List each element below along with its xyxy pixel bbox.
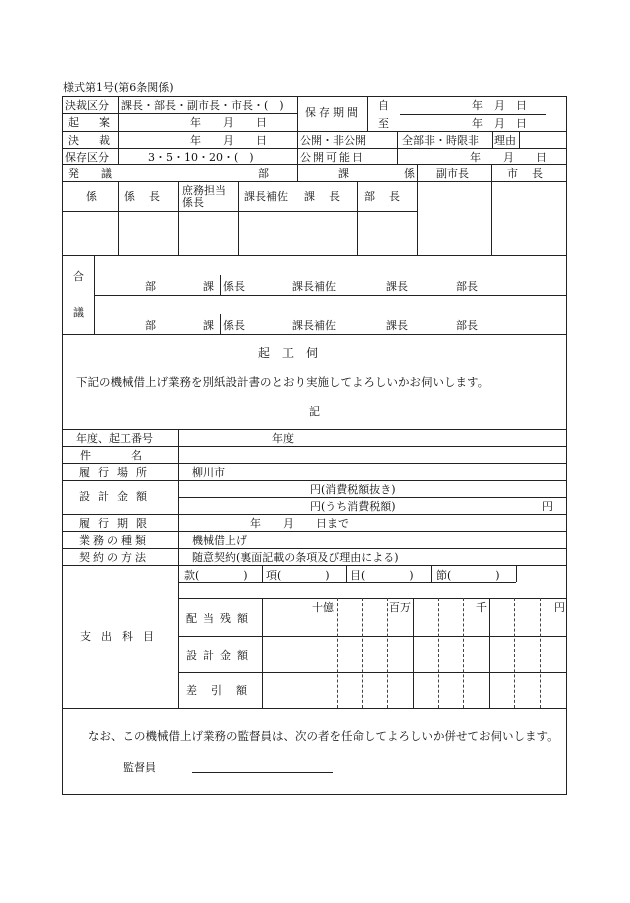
fiscal-year-label: 年度、起工番号 <box>76 432 153 445</box>
retention-from-label: 自 <box>378 99 389 112</box>
consult-row2-bucho: 部長 <box>456 319 478 332</box>
supervisor-signature-line[interactable] <box>192 772 333 773</box>
unit-sen: 千 <box>476 601 487 614</box>
consult-row1-hosa: 課長補佐 <box>292 280 336 293</box>
work-type-value: 機械借上げ <box>192 534 247 547</box>
mayor-label: 市長 <box>507 167 557 180</box>
vice-mayor-label: 副市長 <box>436 167 469 180</box>
reason-label: 理由 <box>494 134 516 147</box>
consult-row2-ka: 課 <box>203 319 214 332</box>
consult-label-top: 合 <box>73 270 84 283</box>
consult-row2-bu: 部 <box>145 319 156 332</box>
approver-bucho: 部長 <box>364 190 414 203</box>
moku-field: 目( ) <box>350 569 414 582</box>
retention-to-label: 至 <box>378 117 389 130</box>
form-title: 様式第1号(第6条関係) <box>63 81 174 94</box>
amount-excl-tax: 円(消費税額抜き) <box>310 483 396 496</box>
allocation-balance-label: 配当残額 <box>186 612 254 625</box>
unit-jyuoku: 十億 <box>312 601 334 614</box>
disclosure-label: 公開・非公開 <box>300 134 366 147</box>
amount-yen: 円 <box>542 500 553 513</box>
initiator-label: 発 議 <box>68 167 112 180</box>
expenditure-label: 支出科目 <box>80 630 164 643</box>
supervisor-text: なお、この機械借上げ業務の監督員は、次の者を任命してよろしいか併せてお伺いします。 <box>88 729 559 743</box>
disclosure-date-value: 年 月 日 <box>470 151 547 164</box>
unit-yen: 円 <box>554 601 565 614</box>
ki-label: 記 <box>309 405 320 418</box>
design-amount-label: 設計金額 <box>79 490 155 503</box>
consult-row1-bu: 部 <box>145 280 156 293</box>
storage-category-label: 保存区分 <box>65 151 109 164</box>
request-body: 下記の機械借上げ業務を別紙設計書のとおり実施してよろしいかお伺いします。 <box>76 375 490 389</box>
decision-label: 決裁 <box>68 134 130 147</box>
disclosure-date-label: 公開可能日 <box>300 151 365 164</box>
approval-category-label: 決裁区分 <box>65 99 109 112</box>
draft-date: 年 月 日 <box>190 116 267 129</box>
deadline-value: 年 月 日まで <box>250 517 349 530</box>
amount-tax: 円(うち消費税額) <box>310 500 396 513</box>
kan-field: 款( ) <box>184 569 248 582</box>
initiator-ka: 課 <box>338 167 349 180</box>
work-type-label: 業務の種類 <box>79 534 149 547</box>
consult-row2-kakaricho: 係長 <box>223 319 245 332</box>
design-amount-row-label: 設計金額 <box>186 649 254 662</box>
draft-label: 起案 <box>68 116 130 129</box>
approver-hosa: 課長補佐 <box>244 190 288 203</box>
consult-label-bottom: 議 <box>73 306 84 319</box>
kou-field: 項( ) <box>266 569 330 582</box>
project-name-label: 件名 <box>80 449 182 462</box>
deadline-label: 履行期限 <box>79 517 155 530</box>
consult-row1-kacho: 課長 <box>386 280 408 293</box>
retention-from-date: 年 月 日 <box>472 99 527 112</box>
contract-method-label: 契約の方法 <box>79 551 149 564</box>
consult-row1-ka: 課 <box>203 280 214 293</box>
retention-period-label: 保存期間 <box>305 106 361 119</box>
retention-to-date: 年 月 日 <box>472 117 527 130</box>
request-heading: 起 工 伺 <box>258 346 319 360</box>
initiator-kakari: 係 <box>404 167 415 180</box>
approver-kakaricho: 係長 <box>124 190 174 203</box>
consult-row1-kakaricho: 係長 <box>223 280 245 293</box>
fiscal-year-value: 年度 <box>272 432 294 445</box>
decision-date: 年 月 日 <box>190 134 267 147</box>
storage-category-value: 3・5・10・20・( ) <box>148 151 254 164</box>
setsu-field: 節( ) <box>436 569 500 582</box>
unit-hyakuman: 百万 <box>389 601 411 614</box>
consult-row2-kacho: 課長 <box>386 319 408 332</box>
difference-label: 差引額 <box>186 684 261 697</box>
approver-kakari: 係 <box>86 190 97 203</box>
place-label: 履行場所 <box>79 466 155 479</box>
initiator-bu: 部 <box>258 167 269 180</box>
approval-category-value: 課長・部長・副市長・市長・( ) <box>121 99 284 112</box>
consult-row1-bucho: 部長 <box>456 280 478 293</box>
contract-method-value: 随意契約(裏面記載の条項及び理由による) <box>192 551 399 564</box>
disclosure-type: 全部非・時限非 <box>402 134 479 147</box>
consult-row2-hosa: 課長補佐 <box>292 319 336 332</box>
place-value: 柳川市 <box>192 466 225 479</box>
approver-kacho: 課長 <box>304 190 354 203</box>
supervisor-label: 監督員 <box>123 761 156 774</box>
approver-shomu: 庶務担当 係長 <box>182 184 226 209</box>
